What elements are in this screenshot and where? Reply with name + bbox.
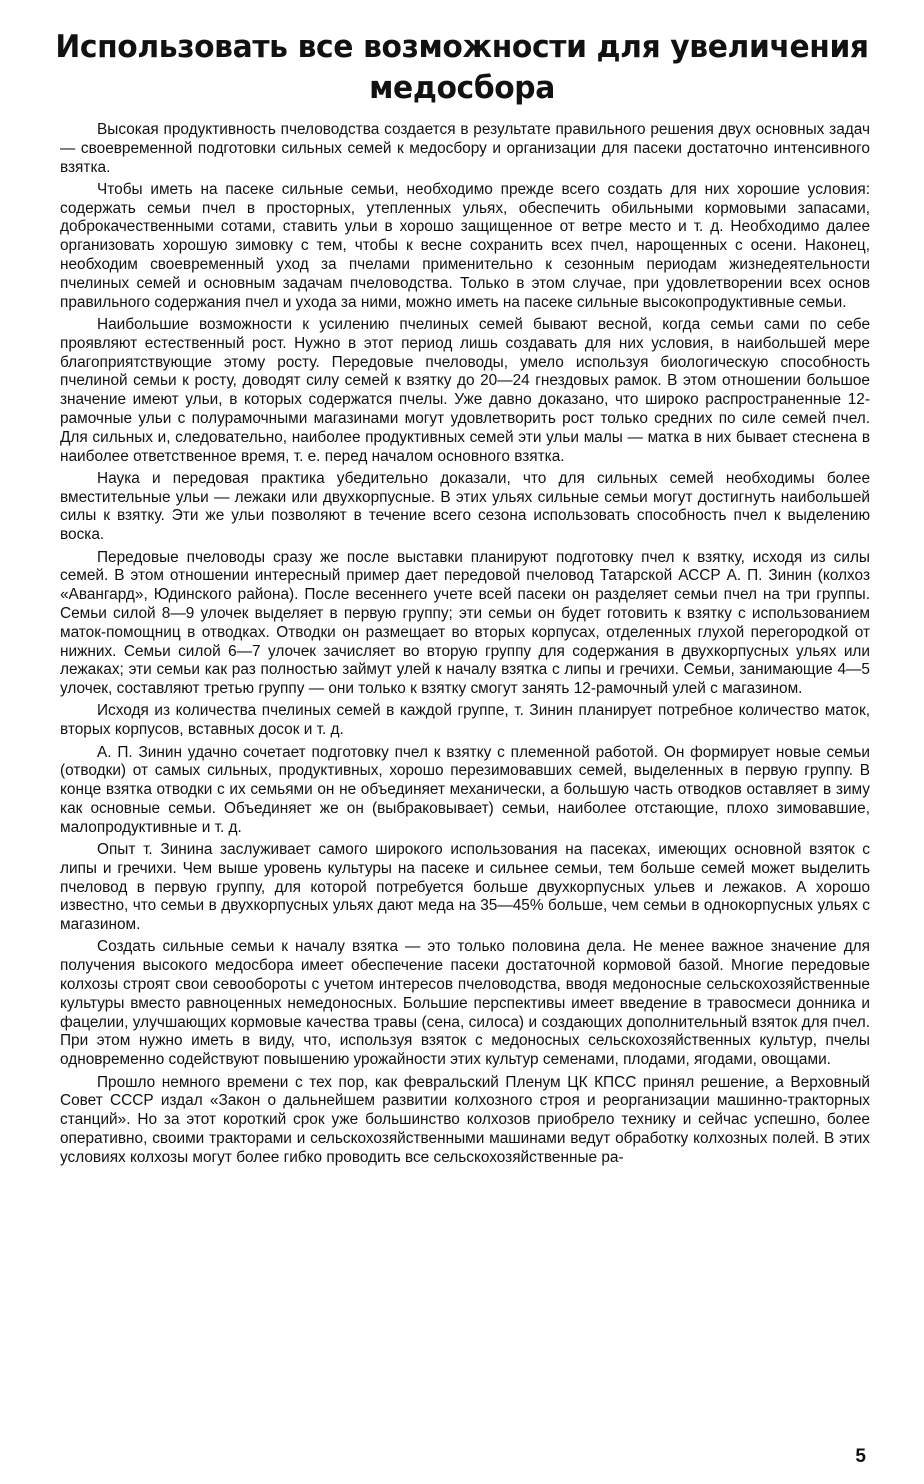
article-body <box>60 121 870 1171</box>
paragraph-6: Исходя из количества пчелиных семей в каждой группе, т. Зинин планирует потребное количество маток, вторых корпусов, вставных досок и т. д. <box>60 702 870 739</box>
paragraph-3: Наибольшие возможности к усилению пчелиных семей бывают весной, когда семьи сами по себе проявляют естественный рост. Нужно в этот период лишь создавать для них условия, в наибольшей мере благоприятствующие этому росту. Передовые пчеловоды, умело используя биологическую способность пчелиной семьи к росту, доводят силу семей к взятку до 20—24 гнездовых рамок. В этом отношении большое значение имеют ульи, в которых содержатся пчелы. Уже давно доказано, что широко распространенные 12-рамочные ульи с полурамочными магазинами могут удовлетворить рост только средних по силе семей пчел. Для сильных и, следовательно, наиболее продуктивных семей эти ульи малы — матка в них бывает стеснена в наиболее ответственное время, т. е. перед началом основного взятка. <box>60 315 870 465</box>
paragraph-2: Чтобы иметь на пасеке сильные семьи, необходимо прежде всего создать для них хорошие условия: содержать семьи пчел в просторных, утепленных ульях, обеспечить обильными кормовыми запасами, доброкачественными сотами, ставить ульи в хорошо защищенное от ветре место и т. д. Необходимо далее организовать хорошую зимовку с тем, чтобы к весне сохранить всех пчел, нарощенных с осени. Наконец, необходим своевременный уход за пчелами применительно к сезонным периодам жизнедеятельности пчелиных семей и основным задачам пчеловодства. Только в этом случае, при удовлетворении всех основ правильного содержания пчел и ухода за ними, можно иметь на пасеке сильные высокопродуктивные семьи. <box>60 180 870 311</box>
paragraph-4: Наука и передовая практика убедительно доказали, что для сильных семей необходимы более вместительные ульи — лежаки или двухкорпусные. В этих ульях сильные семьи могут достигнуть наибольшей силы к взятку. Эти же ульи позволяют в течение всего сезона использовать способность пчел к выделению воска. <box>60 469 870 544</box>
paragraph-9: Создать сильные семьи к началу взятка — это только половина дела. Не менее важное значение для получения высокого медосбора имеет обеспечение пасеки достаточной кормовой базой. Многие передовые колхозы строят свои севообороты с учетом интересов пчеловодства, вводя медоносные сельскохозяйственные культуры вместо равноценных немедоносных. Большие перспективы имеет введение в травосмеси донника и фацелии, улучшающих кормовые качества травы (сена, силоса) и создающих дополнительный взяток для пчел. При этом нужно иметь в виду, что, используя взяток с медоносных сельскохозяйственных культур, пчелы одновременно содействуют повышению урожайности этих культур семенами, плодами, ягодами, овощами. <box>60 938 870 1069</box>
paragraph-10: Прошло немного времени с тех пор, как февральский Пленум ЦК КПСС принял решение, а Верховный Совет СССР издал «Закон о дальнейшем развитии колхозного строя и реорганизации машинно-тракторных станций». Но за этот короткий срок уже большинство колхозов приобрело технику и сейчас успешно, более оперативно, своими тракторами и сельскохозяйственными машинами ведут обработку колхозных полей. В этих условиях колхозы могут более гибко проводить все сельскохозяйственные ра- <box>60 1073 870 1166</box>
paragraph-8: Опыт т. Зинина заслуживает самого широкого использования на пасеках, имеющих основной взяток с липы и гречихи. Чем выше уровень культуры на пасеке и сильнее семьи, тем больше семей может выделить пчеловод в первую группу, для которой потребуется больше двухкорпусных ульев и лежаков. А хорошо известно, что семьи в двухкорпусных ульях дают меда на 35—45% больше, чем семьи в однокорпусных ульях с магазином. <box>60 840 870 934</box>
page-number: 5 <box>855 1446 866 1467</box>
paragraph-5: Передовые пчеловоды сразу же после выставки планируют подготовку пчел к взятку, исходя из силы семей. В этом отношении интересный пример дает передовой пчеловод Татарской АССР А. П. Зинин (колхоз «Авангард», Юдинского района). После весеннего учете всей пасеки он разделяет семьи пчел на три группы. Семьи силой 8—9 улочек выделяет в первую группу; эти семьи он будет готовить к взятку с использованием маток-помощниц в отводках. Отводки он размещает во вторых корпусах, отделенных глухой перегородкой от нижних. Семьи силой 6—7 улочек зачисляет во вторую группу для содержания в двухкорпусных ульях или лежаках; эти семьи как раз полностью займут улей к началу взятка с липы и гречихи. Семьи, занимающие 4—5 улочек, составляют третью группу — они только к взятку смогут занять 12-рамочный улей с магазином. <box>60 548 870 698</box>
title-line-1: Использовать все возможности для увеличения <box>55 28 869 65</box>
paragraph-7: А. П. Зинин удачно сочетает подготовку пчел к взятку с племенной работой. Он формирует новые семьи (отводки) от самых сильных, продуктивных, хорошо перезимовавших семей, выделенных в первую группу. В конце взятка отводки с их семьями он не объединяет механически, а большую часть отводков оставляет в зиму как основные семьи. Объединяет же он (выбраковывает) семьи, наиболее отстающие, плохо зимовавшие, малопродуктивные и т. д. <box>60 743 870 836</box>
paragraph-1: Высокая продуктивность пчеловодства создается в результате правильного решения двух основных задач — своевременной подготовки сильных семей к медосбору и организации для пасеки достаточно интенсивного взятка. <box>60 121 870 176</box>
title-line-2: медосбора <box>369 69 555 106</box>
article-title <box>18 27 905 109</box>
